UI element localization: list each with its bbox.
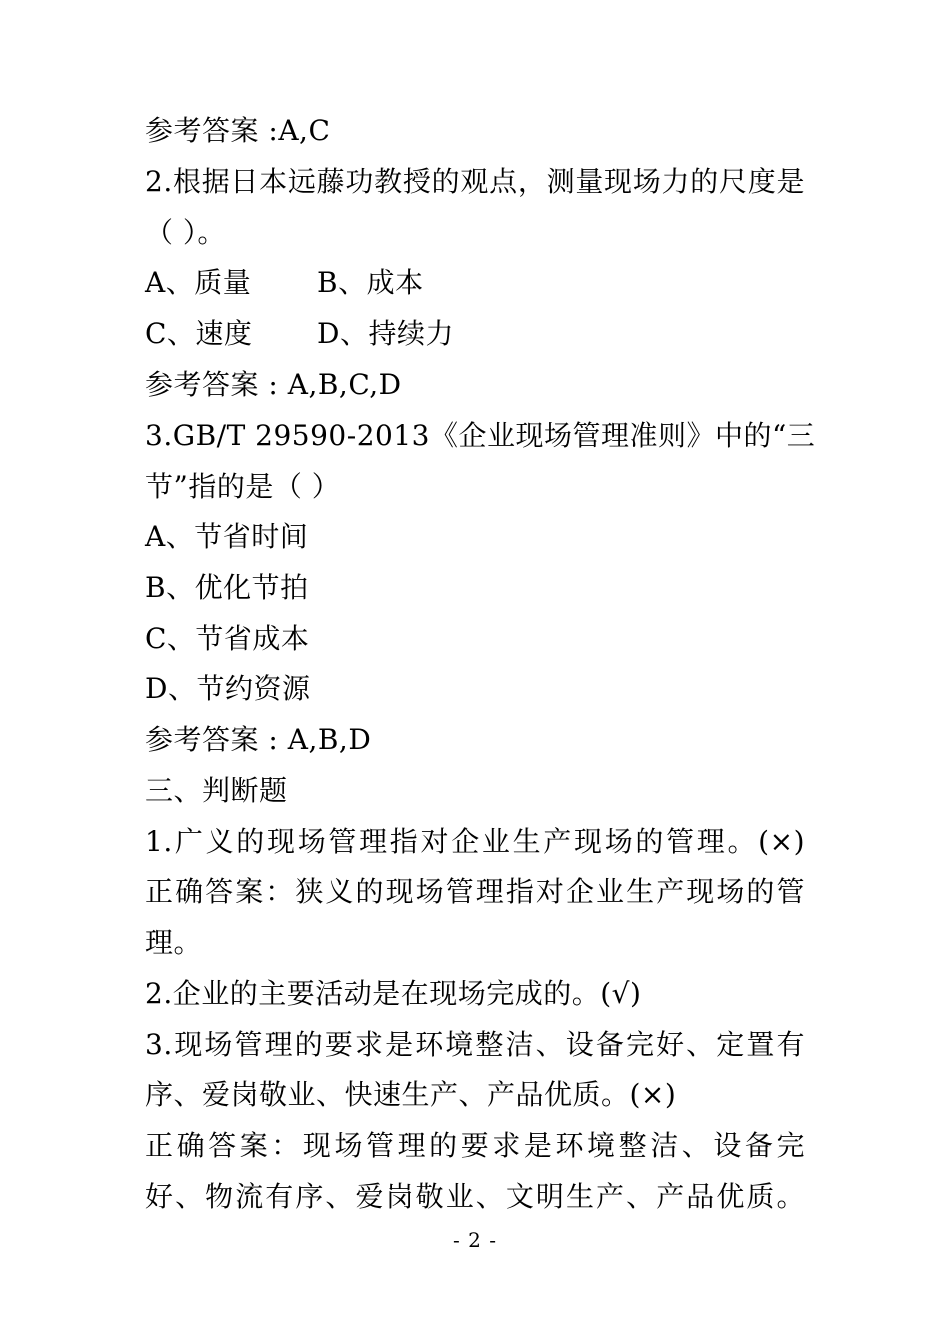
answer-line: 参考答案 : A,B,C,D	[145, 368, 402, 401]
correct-answer: 好、物流有序、爱岗敬业、文明生产、产品优质。	[145, 1180, 805, 1213]
correct-answer: 正确答案：狭义的现场管理指对企业生产现场的管	[145, 875, 805, 908]
judgment-item: 序、爱岗敬业、快速生产、产品优质。(×)	[145, 1078, 677, 1111]
judgment-item: 1.广义的现场管理指对企业生产现场的管理。(×)	[145, 825, 805, 858]
page-number: - 2 -	[453, 1228, 497, 1252]
question-line: 2.根据日本远藤功教授的观点，测量现场力的尺度是	[145, 165, 805, 198]
option-c: C、节省成本	[145, 622, 310, 655]
question-line: 3.GB/T 29590-2013《企业现场管理准则》中的“三	[145, 419, 816, 452]
judgment-item: 2.企业的主要活动是在现场完成的。(√)	[145, 977, 642, 1010]
option-d: D、节约资源	[145, 672, 311, 705]
judgment-item: 3.现场管理的要求是环境整洁、设备完好、定置有	[145, 1028, 805, 1061]
option-a: A、质量	[145, 266, 252, 299]
option-c: C、速度	[145, 317, 253, 350]
question-line: 节”指的是（ ）	[145, 470, 341, 503]
option-b: B、成本	[317, 266, 424, 299]
answer-line: 参考答案 :A,C	[145, 114, 331, 147]
options-row	[145, 316, 454, 352]
answer-line: 参考答案 : A,B,D	[145, 723, 372, 756]
options-row	[145, 265, 424, 301]
option-b: B、优化节拍	[145, 571, 309, 604]
question-line: （ ）。	[145, 216, 226, 249]
correct-answer: 正确答案：现场管理的要求是环境整洁、设备完	[145, 1129, 805, 1162]
option-d: D、持续力	[317, 317, 454, 350]
option-a: A、节省时间	[145, 520, 309, 553]
section-heading: 三、判断题	[145, 774, 288, 807]
correct-answer: 理。	[145, 926, 203, 959]
